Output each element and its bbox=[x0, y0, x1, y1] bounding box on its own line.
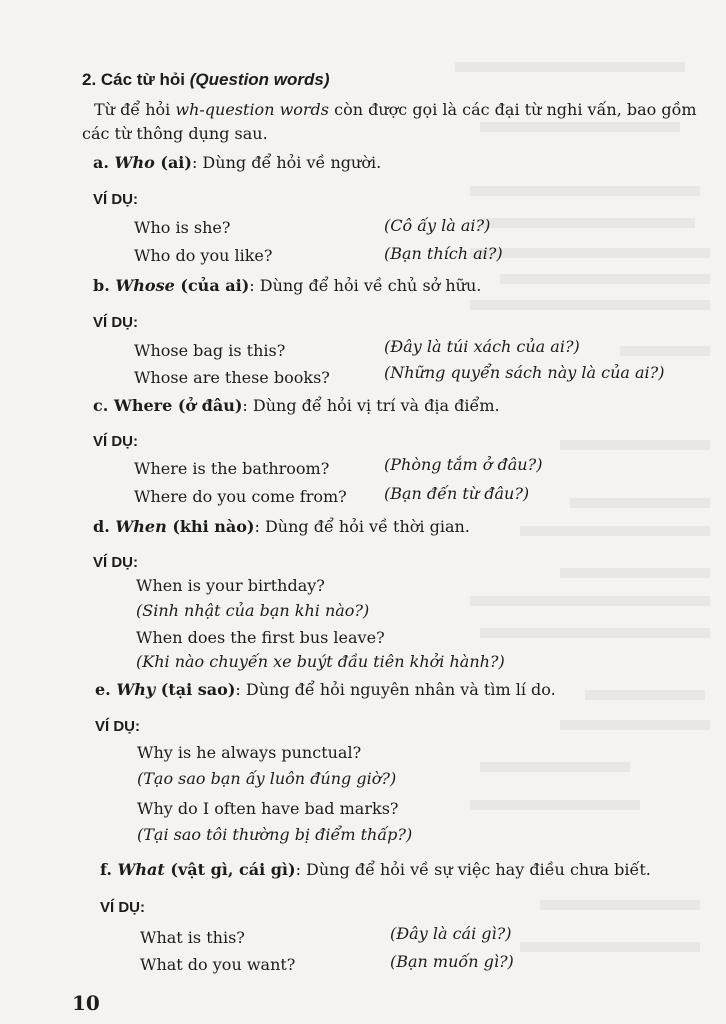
item-letter: d. bbox=[93, 517, 116, 536]
example-vi: (Bạn đến từ đâu?) bbox=[384, 484, 530, 503]
example-en: Why do I often have bad marks? bbox=[137, 799, 399, 818]
section-title bbox=[82, 70, 330, 90]
item-meaning: (ở đâu) bbox=[172, 396, 243, 415]
item-desc: : Dùng để hỏi nguyên nhân và tìm lí do. bbox=[235, 680, 556, 699]
item-meaning: (của ai) bbox=[174, 276, 250, 295]
item-heading-where bbox=[93, 396, 500, 416]
item-letter: b. bbox=[93, 276, 116, 295]
example-en: Whose are these books? bbox=[134, 368, 330, 387]
item-desc: : Dùng để hỏi vị trí và địa điểm. bbox=[242, 396, 500, 415]
example-vi: (Tạo sao bạn ấy luôn đúng giờ?) bbox=[137, 769, 397, 788]
item-meaning: (tại sao) bbox=[155, 680, 236, 699]
intro-text-cont: còn được gọi là các đại từ nghi vấn, bao gồm bbox=[329, 100, 697, 119]
item-letter: e. bbox=[95, 680, 117, 699]
item-desc: : Dùng để hỏi về sự việc hay điều chưa biết. bbox=[295, 860, 651, 879]
example-label: VÍ DỤ: bbox=[93, 314, 138, 331]
item-letter: c. bbox=[93, 396, 114, 415]
intro-term: wh-question words bbox=[175, 100, 330, 119]
item-heading-when bbox=[93, 517, 470, 537]
example-vi: (Đây là túi xách của ai?) bbox=[384, 337, 580, 356]
example-en: What is this? bbox=[140, 928, 245, 947]
example-vi: (Phòng tắm ở đâu?) bbox=[384, 455, 543, 474]
item-word: Whose bbox=[115, 276, 175, 295]
item-word: Who bbox=[114, 153, 155, 172]
item-desc: : Dùng để hỏi về chủ sở hữu. bbox=[249, 276, 482, 295]
item-heading-what bbox=[100, 860, 651, 880]
intro-line-2: các từ thông dụng sau. bbox=[82, 124, 268, 143]
intro-line-1 bbox=[94, 100, 697, 120]
example-vi: (Cô ấy là ai?) bbox=[384, 216, 491, 235]
item-desc: : Dùng để hỏi về thời gian. bbox=[254, 517, 470, 536]
example-en: Who is she? bbox=[134, 218, 231, 237]
example-en: When does the first bus leave? bbox=[136, 628, 385, 647]
example-en: Where is the bathroom? bbox=[134, 459, 330, 478]
item-word: What bbox=[117, 860, 165, 879]
example-en: What do you want? bbox=[140, 955, 296, 974]
item-word: Where bbox=[113, 396, 173, 415]
example-vi: (Khi nào chuyến xe buýt đầu tiên khởi hành?) bbox=[136, 652, 505, 671]
example-en: Where do you come from? bbox=[134, 487, 347, 506]
example-label: VÍ DỤ: bbox=[93, 191, 138, 208]
example-en: Who do you like? bbox=[134, 246, 273, 265]
example-label: VÍ DỤ: bbox=[93, 554, 138, 571]
section-title-number: 2. Các từ hỏi bbox=[82, 70, 190, 89]
item-word: Why bbox=[116, 680, 156, 699]
example-vi: (Đây là cái gì?) bbox=[390, 924, 512, 943]
item-word: When bbox=[115, 517, 167, 536]
item-meaning: (ai) bbox=[154, 153, 192, 172]
section-title-english: (Question words) bbox=[189, 70, 330, 89]
example-vi: (Những quyển sách này là của ai?) bbox=[384, 363, 665, 382]
example-vi: (Tại sao tôi thường bị điểm thấp?) bbox=[137, 825, 413, 844]
item-heading-who bbox=[93, 153, 381, 173]
example-vi: (Sinh nhật của bạn khi nào?) bbox=[136, 601, 370, 620]
item-desc: : Dùng để hỏi về người. bbox=[191, 153, 382, 172]
intro-text: Từ để hỏi bbox=[94, 100, 176, 119]
example-vi: (Bạn muốn gì?) bbox=[390, 952, 514, 971]
example-label: VÍ DỤ: bbox=[95, 718, 140, 735]
example-en: When is your birthday? bbox=[136, 576, 325, 595]
example-en: Whose bag is this? bbox=[134, 341, 286, 360]
item-heading-why bbox=[95, 680, 556, 700]
item-meaning: (khi nào) bbox=[166, 517, 255, 536]
example-vi: (Bạn thích ai?) bbox=[384, 244, 503, 263]
example-label: VÍ DỤ: bbox=[93, 433, 138, 450]
item-meaning: (vật gì, cái gì) bbox=[164, 860, 296, 879]
example-en: Why is he always punctual? bbox=[137, 743, 362, 762]
item-heading-whose bbox=[93, 276, 481, 296]
item-letter: a. bbox=[93, 153, 115, 172]
page-number: 10 bbox=[72, 991, 100, 1015]
example-label: VÍ DỤ: bbox=[100, 899, 145, 916]
item-letter: f. bbox=[100, 860, 118, 879]
